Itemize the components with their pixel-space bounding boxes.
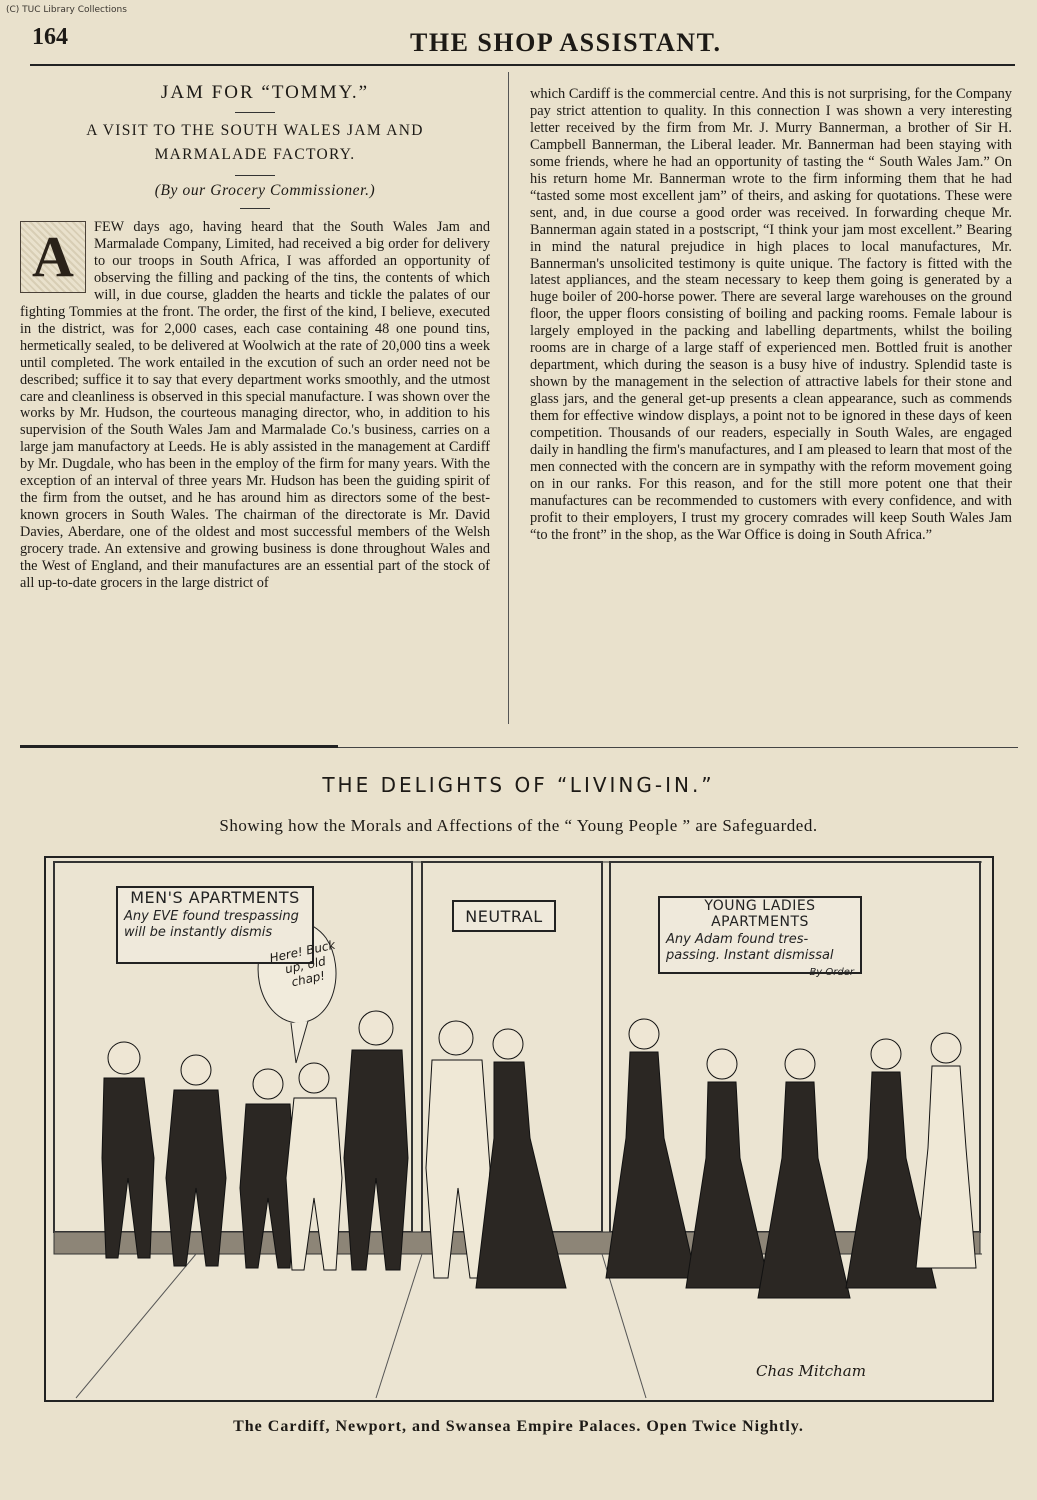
man-head (108, 1042, 140, 1074)
article-body-left-text: FEW days ago, having heard that the South Wales Jam and Marmalade Company, Limited, had received a big order for delivery to our troops in South Africa, I was afforded an opportunity of observing the filling and packing of the tins, the contents of which will, in due course, gladden the hearts and tickle the palates of our fighting Tommies at the front. The order, the first of the kind, I believe, executed in the district, was for 2,000 cases, each case containing 48 one pound tins, hermetically sealed, to be delivered at Woolwich at the rate of 20,000 tins a week until completed. The work entailed in the excution of such an order need not be described; suffice it to say that every department works smoothly, and the utmost care and cleanliness is observed in this special manufacture. I was shown over the works by Mr. Hudson, the courteous managing director, who, in addition to his supervision of the South Wales Jam and Marmalade Co.'s business, carries on a large jam manufactory at Leeds. He is ably assisted in the management at Cardiff by Mr. Dugdale, who has been in the employ of the firm for many years. With the exception of an interval of three years Mr. Hudson has been the guiding spirit of the firm from the outset, and he has around him as directors some of the best-known grocers in South Wales. The chairman of the directorate is Mr. David Davies, Aberdare, one of the oldest and most successful members of the Welsh grocery trade. An extensive and growing business is done throughout Wales and the West of England, and their manufactures are an essential part of the stock of all up-to-date grocers in the large district of (20, 219, 490, 592)
article-body-left (20, 219, 490, 592)
woman-head (493, 1029, 523, 1059)
floor-board-mid (376, 1254, 422, 1398)
man-head (359, 1011, 393, 1045)
man-head (299, 1063, 329, 1093)
subtitle-line: A VISIT TO THE SOUTH WALES JAM AND (86, 122, 424, 139)
sign-ladies-order: By Order (809, 967, 854, 978)
woman-dress (916, 1066, 976, 1268)
section-rule-thick (20, 745, 338, 748)
subtitle-line: MARMALADE FACTORY. (154, 146, 356, 163)
sign-neutral (452, 900, 556, 932)
woman-head (785, 1049, 815, 1079)
masthead: THE SHOP ASSISTANT. (410, 28, 722, 57)
section-rule-thin (338, 747, 1018, 748)
speech-bubble-tail (291, 1021, 308, 1063)
subtitle-rule (235, 175, 275, 176)
woman-dress (758, 1082, 850, 1298)
man-head (181, 1055, 211, 1085)
woman-head (707, 1049, 737, 1079)
sign-mens-text: Any EVE found trespassing will be instantly dismis (124, 909, 299, 940)
article-body-right: which Cardiff is the commercial centre. And this is not surprising, for the Company pay strict attention to quality. In this connection I was shown a very interesting letter received by the firm from Mr. J. Murry Bannerman, a brother of Sir H. Campbell Bannerman, the Liberal leader. Mr. Bannerman had been staying with some friends, where he had an opportunity of tasting the “ South Wales Jam.” On his return home Mr. Bannerman wrote to the firm informing them that he had “tasted some most excellent jam” of theirs, and asking for quotations. These were sent, and, in due course a good order was received. In forwarding cheque Mr. Bannerman again stated in a postscript, “I think your jam most excellent.” Bearing in mind the natural prejudice in high places to local manufactures, Mr. Bannerman's unsolicited testimony is quite unique. The factory is fitted with the latest appliances, and the steam necessary to keep them going is generated by a huge boiler of 200-horse power. There are several large warehouses on the ground floor, the upper floors consisting of boiling and packing rooms. Female labour is largely employed in the packing and labelling departments, whilst the boiling rooms are in charge of a large staff of experienced men. Bottled fruit is another department, which during the season is a busy hive of industry. Splendid taste is shown by the management in the selection of attractive labels for their stone and glass jars, and the general get-up presents a clean appearance, such as commends them for effective window displays, a point not to be ignored in these days of keen competition. Thousands of our readers, especially in South Wales, are engaged daily in handling the firm's manufactures, and I am pleased to learn that most of the men connected with the concern are in sympathy with the reform movement going on in our ranks. For this reason, and for the still more potent one that their manufactures can be recommended to customers with every confidence, and with profit to their employers, I trust my grocery comrades will keep South Wales Jam “to the front” in the shop, as the War Office is doing in South Africa.” (530, 86, 1012, 543)
ladies-group (606, 1019, 976, 1298)
woman-head (629, 1019, 659, 1049)
sign-mens-title: MEN'S APARTMENTS (130, 888, 300, 907)
sign-ladies-title: YOUNG LADIES APARTMENTS (704, 898, 816, 930)
byline-rule (240, 208, 270, 209)
article-left-column (20, 82, 490, 592)
woman-head (931, 1033, 961, 1063)
artist-signature: Chas Mitcham (756, 1362, 866, 1380)
floor-board-left (76, 1254, 196, 1398)
woman-head (871, 1039, 901, 1069)
title-rule (235, 112, 275, 113)
men-group (102, 1011, 408, 1270)
article-byline: (By our Grocery Commissioner.) (154, 182, 376, 199)
couple-group (426, 1021, 566, 1288)
drop-cap: A (20, 221, 86, 293)
sign-young-ladies-apartments (658, 896, 862, 978)
man-head (439, 1021, 473, 1055)
woman-dress (476, 1062, 566, 1288)
woman-dress (686, 1082, 770, 1288)
column-divider (508, 72, 509, 724)
woman-dress (606, 1052, 696, 1278)
page-number: 164 (32, 24, 68, 50)
cartoon-subtitle: Showing how the Morals and Affections of the “ Young People ” are Safeguarded. (219, 816, 818, 835)
man-head (253, 1069, 283, 1099)
article-subtitle (20, 119, 490, 167)
article-right-column (530, 86, 1012, 544)
cartoon-title: THE DELIGHTS OF “LIVING-IN.” (322, 773, 715, 797)
speech-bubble-text: Here! Buck up, old chap! (268, 937, 337, 990)
header-rule (30, 64, 1015, 66)
copyright-notice: (C) TUC Library Collections (6, 5, 127, 15)
cartoon-illustration (44, 856, 994, 1402)
sign-ladies-text: Any Adam found tres-passing. Instant dismissal (666, 932, 834, 963)
sign-neutral-title: NEUTRAL (465, 906, 543, 926)
article-title: JAM FOR “TOMMY.” (160, 82, 370, 103)
cartoon-caption: The Cardiff, Newport, and Swansea Empire Palaces. Open Twice Nightly. (233, 1418, 804, 1435)
